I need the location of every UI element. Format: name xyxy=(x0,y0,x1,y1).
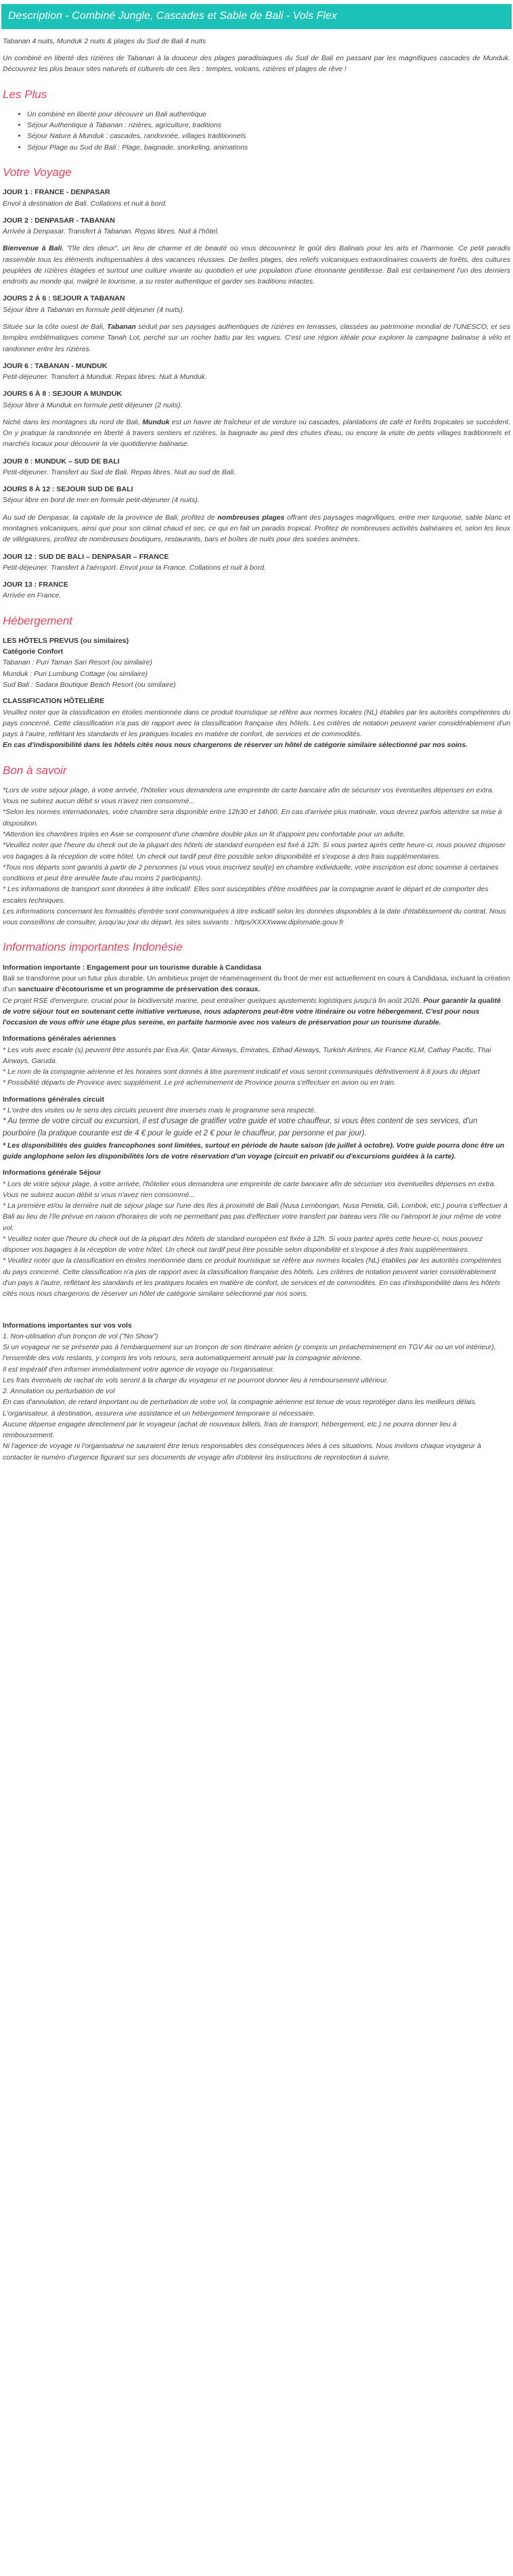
bon-line: *Veuillez noter que l'heure du check out de la plupart des hôtels de standard européen est fixé à 12h. Si vous partez après cette heure-ci, nous pouvez disposer vos bagages à la réception de votre hôtel. Un check out tardif peut être possible selon disponibilité et s'expose à des frais supplémentaires. xyxy=(3,841,506,861)
day-12 xyxy=(3,551,510,574)
day-title: JOUR 12 : SUD DE BALI – DENPASAR – FRANCE xyxy=(3,552,169,561)
vols-line: Si un voyageur ne se présente pas à l'embarquement sur un tronçon de son itinéraire aérien (y compris un préacheminement en TGV Air ou un vol intérieur), l'ensemble des vols restants, y compris les vols retours, sera automatiquement annulé par la compagnie aérienne. xyxy=(3,1343,496,1363)
tabanan-bold: Tabanan xyxy=(107,323,136,331)
day-title: JOUR 6 : TABANAN - MUNDUK xyxy=(3,361,108,370)
hotels-title: LES HÔTELS PREVUS (ou similaires) xyxy=(3,636,129,645)
engagement-p1-text: Bali se transforme pour un futur plus durable. Un ambitieux projet de réaménagement du front de mer est actuellement en cours à Candidasa, incluant la création d'un xyxy=(3,974,510,994)
spacer xyxy=(3,1305,510,1320)
vols-line: Ni l'agence de voyage ni l'organisateur ne sauraient être tenus responsables des conséquences liées à ces situations. Nous invitons chaque voyageur à contacter le numéro d'urgence figurant sur ses documents de voyage afin d'obtenir les instructions de reprotection à suivre. xyxy=(3,1442,481,1462)
plus-item: • Séjour Plage au Sud de Bali : Plage, baignade, snorkeling, animations xyxy=(27,142,510,153)
welcome-bold: Bienvenue à Bali xyxy=(3,244,62,253)
day-text: Petit-déjeuner. Transfert à Munduk. Repas libres. Nuit à Munduk. xyxy=(3,373,207,382)
hotel-item: Sud Bali : Sadara Boutique Beach Resort (ou similaire) xyxy=(3,680,176,689)
vols-line: En cas d'annulation, de retard important ou de perturbation de votre vol, la compagnie aérienne est tenue de vous reprotéger dans les meilleurs délais. xyxy=(3,1398,477,1407)
day-13 xyxy=(3,579,510,602)
engagement-block xyxy=(3,962,510,1029)
plus-heading: Les Plus xyxy=(3,87,47,101)
south-bold: nombreuses plages xyxy=(217,513,285,522)
south-paragraph xyxy=(3,512,510,545)
hotels-block xyxy=(3,635,510,690)
day-title: JOUR 2 : DENPASAR - TABANAN xyxy=(3,216,115,225)
bon-line: *Attention les chambres triples en Asie se composent d'une chambre double plus un lit d'appoint peu confortable pour un adulte. xyxy=(3,830,405,838)
bon-line: *Tous nos départs sont garantis à partir de 2 personnes (si vous vous inscrivez seul(e) en chambre individuelle, votre inscription est donc soumise à certaines conditions et peut être annulée faute d'au moins 2 participants). xyxy=(3,863,499,883)
tabanan-pre: Située sur la côte ouest de Bali, xyxy=(3,323,108,331)
day-2-6 xyxy=(3,293,510,315)
hotel-item: Munduk : Puri Lumbung Cottage (ou similaire) xyxy=(3,669,148,678)
air-title: Informations générales aériennes xyxy=(3,1035,116,1043)
engagement-p1 xyxy=(3,973,510,995)
circuit-title: Informations générales circuit xyxy=(3,1095,104,1104)
day-8-12 xyxy=(3,484,510,506)
day-text: Séjour libre en bord de mer en formule petit-déjeuner (4 nuits). xyxy=(3,496,200,505)
tabanan-paragraph xyxy=(3,321,510,355)
vols-title: Informations importantes sur vos vols xyxy=(3,1321,132,1330)
hotel-item: Tabanan : Puri Taman Sari Resort (ou similaire) xyxy=(3,658,152,667)
day-title: JOUR 13 : FRANCE xyxy=(3,581,68,589)
sejour-title: Informations générale Séjour xyxy=(3,1169,102,1177)
day-text: Petit-déjeuner. Transfert au Sud de Bali. Repas libres. Nuit au sud de Bali. xyxy=(3,468,236,476)
day-6 xyxy=(3,361,510,383)
circuit-block xyxy=(3,1094,510,1162)
sejour-block xyxy=(3,1167,510,1299)
engagement-p2-text: Ce projet RSE d'envergure, crucial pour la biodiversité marine, peut entraîner quelques ajustements logistiques jusqu'à fin août 2026. xyxy=(3,996,424,1005)
plus-list xyxy=(3,109,510,153)
bon-heading: Bon à savoir xyxy=(3,763,67,777)
circuit-line: * Au terme de votre circuit ou excursion, il est d'usage de gratifier votre guide et votre chauffeur, si vous êtes content de ses services, d'un pourboire (la pratique courante est de 4 € pour le guide et 2 € pour le chauffeur, par personne et par jour). xyxy=(3,1117,478,1137)
day-text: Séjour libre à Munduk en formule petit-déjeuner (2 nuits). xyxy=(3,401,183,409)
air-line: * Le nom de la compagnie aérienne et les horaires sont donnés à titre purement indicatif et vous seront communiqués définitivement à 8 jours du départ xyxy=(3,1068,481,1077)
vols-line: 2. Annulation ou perturbation de vol xyxy=(3,1387,115,1396)
vols-line: L'organisateur, à destination, assurera une assistance et un hébergement temporaire si nécessaire. xyxy=(3,1409,315,1418)
vols-line: Aucune dépense engagée directement par le voyageur (achat de nouveaux billets, frais de transport, hébergement, etc.) ne pourra donner lieu à remboursement. xyxy=(3,1420,457,1440)
bon-line: *Lors de votre séjour plage, à votre arrivée, l'hôtelier vous demandera une empreinte de carte bancaire afin de sécuriser vos éventuelles dépenses en extra. Vous ne subirez aucun débit si vous n'avez rien consommé... xyxy=(3,786,494,806)
engagement-p2 xyxy=(3,995,510,1029)
voyage-heading: Votre Voyage xyxy=(3,166,72,179)
day-text: Arrivée en France. xyxy=(3,591,62,600)
vols-line: 1. Non-utilisation d'un tronçon de vol ("No Show") xyxy=(3,1332,158,1340)
day-title: JOURS 6 À 8 : SEJOUR A MUNDUK xyxy=(3,390,122,399)
content xyxy=(1,36,512,1463)
sejour-line: * Veuillez noter que l'heure du check out de la plupart des hôtels de standard européen est fixée à 12h. Si vous partez après cette heure-ci, nous pouvez disposer vos bagages à la réception de votre hôtel. Un check out tardif peut être possible selon disponibilité et s'expose à des frais supplémentaires. xyxy=(3,1234,483,1255)
page-title: Description - Combiné Jungle, Cascades et Sable de Bali - Vols Flex xyxy=(1,4,512,29)
air-line: * Possibilité départs de Province avec supplément. Le pré acheminement de Province pourra s'effectuer en avion ou en train. xyxy=(3,1079,397,1087)
tabanan-post: séduit par ses paysages authentiques de rizières en terrasses, classées au patrimoine mondial de l'UNESCO, et ses temples emblématiques comme Tanah Lot, perché sur un rocher battu par les vagues. C'est une région idéale pour explorer la campagne balinaise à vélo et randonner entre les rizières. xyxy=(3,323,511,353)
plus-item: • Un combiné en liberté pour découvrir un Bali authentique xyxy=(27,109,510,120)
vols-line: Il est impératif d'en informer immédiatement votre agence de voyage ou l'organisateur. xyxy=(3,1365,275,1374)
bon-block xyxy=(3,785,510,928)
hebergement-heading: Hébergement xyxy=(3,614,73,627)
munduk-bold: Munduk xyxy=(142,417,170,426)
classification-bold: En cas d'indisponibilité dans les hôtels cités nous nous chargerons de réserver un hôtel de catégorie similaire sélectionné par nos soins. xyxy=(3,741,468,750)
day-6-8 xyxy=(3,388,510,411)
vols-block xyxy=(3,1320,510,1463)
air-block xyxy=(3,1033,510,1088)
classification-title: CLASSIFICATION HÔTELIÈRE xyxy=(3,697,105,706)
bon-line: * Les informations de transport sont données à titre indicatif. Elles sont susceptibles d'être modifiées par la compagnie avant le départ et de comporter des escales techniques. xyxy=(3,885,489,905)
engagement-p1-bold: sanctuaire d'écotourisme et un programme de préservation des coraux. xyxy=(18,985,261,994)
day-1 xyxy=(3,187,510,209)
circuit-line: * L'ordre des visites ou le sens des circuits peuvent être inversés mais le programme sera respecté. xyxy=(3,1106,317,1114)
south-pre: Au sud de Denpasar, la capitale de la province de Bali, profitez de xyxy=(3,513,218,522)
day-text: Arrivée à Denpasar. Transfert à Tabanan. Repas libres. Nuit à l'hôtel. xyxy=(3,227,219,236)
air-line: * Les vols avec escale (s) peuvent être assurés par Eva Air, Qatar Airways, Emirates, Etihad Airways, Turkish Airlines, Air France KLM, Cathay Pacific, Thai Airways, Garuda. xyxy=(3,1045,491,1065)
day-2 xyxy=(3,215,510,238)
sejour-line: * La première et/ou la dernière nuit de séjour plage sur l'une des îles à proximité de Bali (Nusa Lembongan, Nusa Penida, Gili, Lombok, etc.) pourra s'effectuer à Bali au lieu de l'île prévue en raison d'horaires de vols ne permettant pas pas d'effectuer votre transfert par bateau vers l'île ou l'aéroport le jour même de votre vol. xyxy=(3,1202,508,1232)
day-8 xyxy=(3,456,510,478)
day-title: JOUR 8 : MUNDUK – SUD DE BALI xyxy=(3,457,120,466)
munduk-paragraph xyxy=(3,417,510,450)
day-title: JOURS 8 À 12 : SEJOUR SUD DE BALI xyxy=(3,485,133,494)
day-text: Envol à destination de Bali. Collations et nuit à bord. xyxy=(3,199,167,208)
subtitle: Tabanan 4 nuits, Munduk 2 nuits & plages du Sud de Bali 4 nuits xyxy=(3,37,206,45)
day-text: Séjour libre à Tabanan en formule petit-déjeuner (4 nuits). xyxy=(3,305,185,314)
plus-item: • Séjour Authentique à Tabanan : rizières, agriculture, traditions xyxy=(27,120,510,131)
circuit-line-bold: * Les disponibilités des guides francophones sont limitées, surtout en période de haute saison (de juillet à octobre). Votre guide pourra donc être un guide anglophone selon les disponibilités lors de votre réservation d'un voyage (circuit en privatif ou d'excursions guidées à la carte). xyxy=(3,1141,505,1161)
classification-block xyxy=(3,696,510,750)
engagement-title: Information importante : Engagement pour un tourisme durable à Candidasa xyxy=(3,963,262,972)
day-text: Petit-déjeuner. Transfert à l'aéroport. Envol pour la France. Collations et nuit à bord. xyxy=(3,563,266,572)
welcome-text: , "l'île des dieux", un lieu de charme et de beauté où vous découvrirez le goût des Balinais pour les arts et l'harmonie. Ce petit paradis rassemble tous les éléments indispensables à des vacances réussies. De belles plages, des reliefs volcaniques extraordinaires couverts de forêts, des cultures peuplées de rizières étagées et surtout une culture vivante au quotidien et une population d'une étonnante gentillesse. Bali est certainement l'un des derniers endroits au monde qui, malgré le tourisme, a su rester authentique et garder ses traditions intactes. xyxy=(3,244,510,286)
munduk-pre: Niché dans les montagnes du nord de Bali, xyxy=(3,417,143,426)
munduk-post: est un havre de fraîcheur et de verdure où cascades, plantations de café et forêts tropicales se succèdent. On y pratique la randonnée en liberté à travers sentiers et rizières, la baignade au pied des chutes d'eau, ou encore la visite de petits villages traditionnels et marchés locaux pour découvrir la vie quotidienne balinaise. xyxy=(3,417,511,449)
welcome-paragraph xyxy=(3,243,510,287)
day-title: JOUR 1 : FRANCE - DENPASAR xyxy=(3,188,110,197)
south-post: offrant des paysages magnifiques, entre mer turquoise, sable blanc et montagnes volcaniques, ainsi que pour son climat chaud et sec, ce qui en fait un paradis tropical. Profitez de nombreuses activités balnéaires et, selon les lieux de villégiatures, profitez de nombreuses boutiques, restaurants, bars et boîtes de nuits pour des soirées animées. xyxy=(3,513,510,544)
classification-text: Veuillez noter que la classification en étoiles mentionnée dans ce produit touristique se réfère aux normes locales (NL) établies par les autorités compétentes du pays concerné. Cette classification n'a pas de rapport avec la classification française des hôtels. Les critères de notation peuvent varier considérablement d'un pays à l'autre, reflétant les standards et les pratiques locales en matière de confort, de services et de commodités. xyxy=(3,708,510,739)
vols-line: Les frais éventuels de rachat de vols seront à la charge du voyageur et ne pourront donner lieu à remboursement ultérieur. xyxy=(3,1376,388,1384)
hotels-category: Catégorie Confort xyxy=(3,648,64,656)
day-title: JOURS 2 À 6 : SEJOUR A TABANAN xyxy=(3,294,125,303)
infos-heading: Informations importantes Indonésie xyxy=(3,941,183,954)
sejour-line: * Veuillez noter que la classification en étoiles mentionnée dans ce produit touristique se réfère aux normes locales (NL) établies par les autorités compétentes du pays concerné. Cette classification n'a pas de rapport avec la classification française des hôtels. Les critères de notation peuvent varier considérablement d'un pays à l'autre, reflétant les standards et les pratiques locales en matière de confort, de services et de commodités. En cas d'indisponibilité dans les hôtels cités nous nous chargerons de réserver un hôtel de catégorie similaire sélectionné par nos soins. xyxy=(3,1257,501,1298)
plus-item: • Séjour Nature à Munduk : cascades, randonnée, villages traditionnels xyxy=(27,131,510,141)
intro-text: Un combiné en liberté des rizières de Tabanan à la douceur des plages paradisiaques du Sud de Bali en passant par les magnifiques cascades de Munduk. Découvrez les plus beaux sites naturels et culturels de ces îles : temples, volcans, rizières et plages de rêve ! xyxy=(3,54,510,74)
bon-line: *Selon les normes internationales, votre chambre sera disponible entre 12h30 et 14h00. En cas d'arrivée plus matinale, vous devrez parfois attendre sa mise à disposition. xyxy=(3,808,502,828)
sejour-line: * Lors de votre séjour plage, à votre arrivée, l'hôtelier vous demandera une empreinte de carte bancaire afin de sécuriser vos éventuelles dépenses en extra. Vous ne subirez aucun débit si vous n'avez rien consommé... xyxy=(3,1179,496,1199)
bon-line: Les informations concernant les formalités d'entrée sont communiquées à titre indicatif selon les données disponibles à la date d'établissement du contrat. Nous vous conseillons de consulter, jusqu'au jour du départ, les sites suivants : https/XXXXwww.diplomatie.gouv.fr xyxy=(3,907,506,927)
engagement-p2-bold: Pour garantir la qualité de votre séjour tout en soutenant cette initiative vertueuse, nous adapterons peut-être votre itinéraire ou votre hébergement. C'est pour nous l'occasion de vous offrir une étape plus sereine, en parfaite harmonie avec nos valeurs de préservation pour un tourisme durable. xyxy=(3,996,501,1027)
